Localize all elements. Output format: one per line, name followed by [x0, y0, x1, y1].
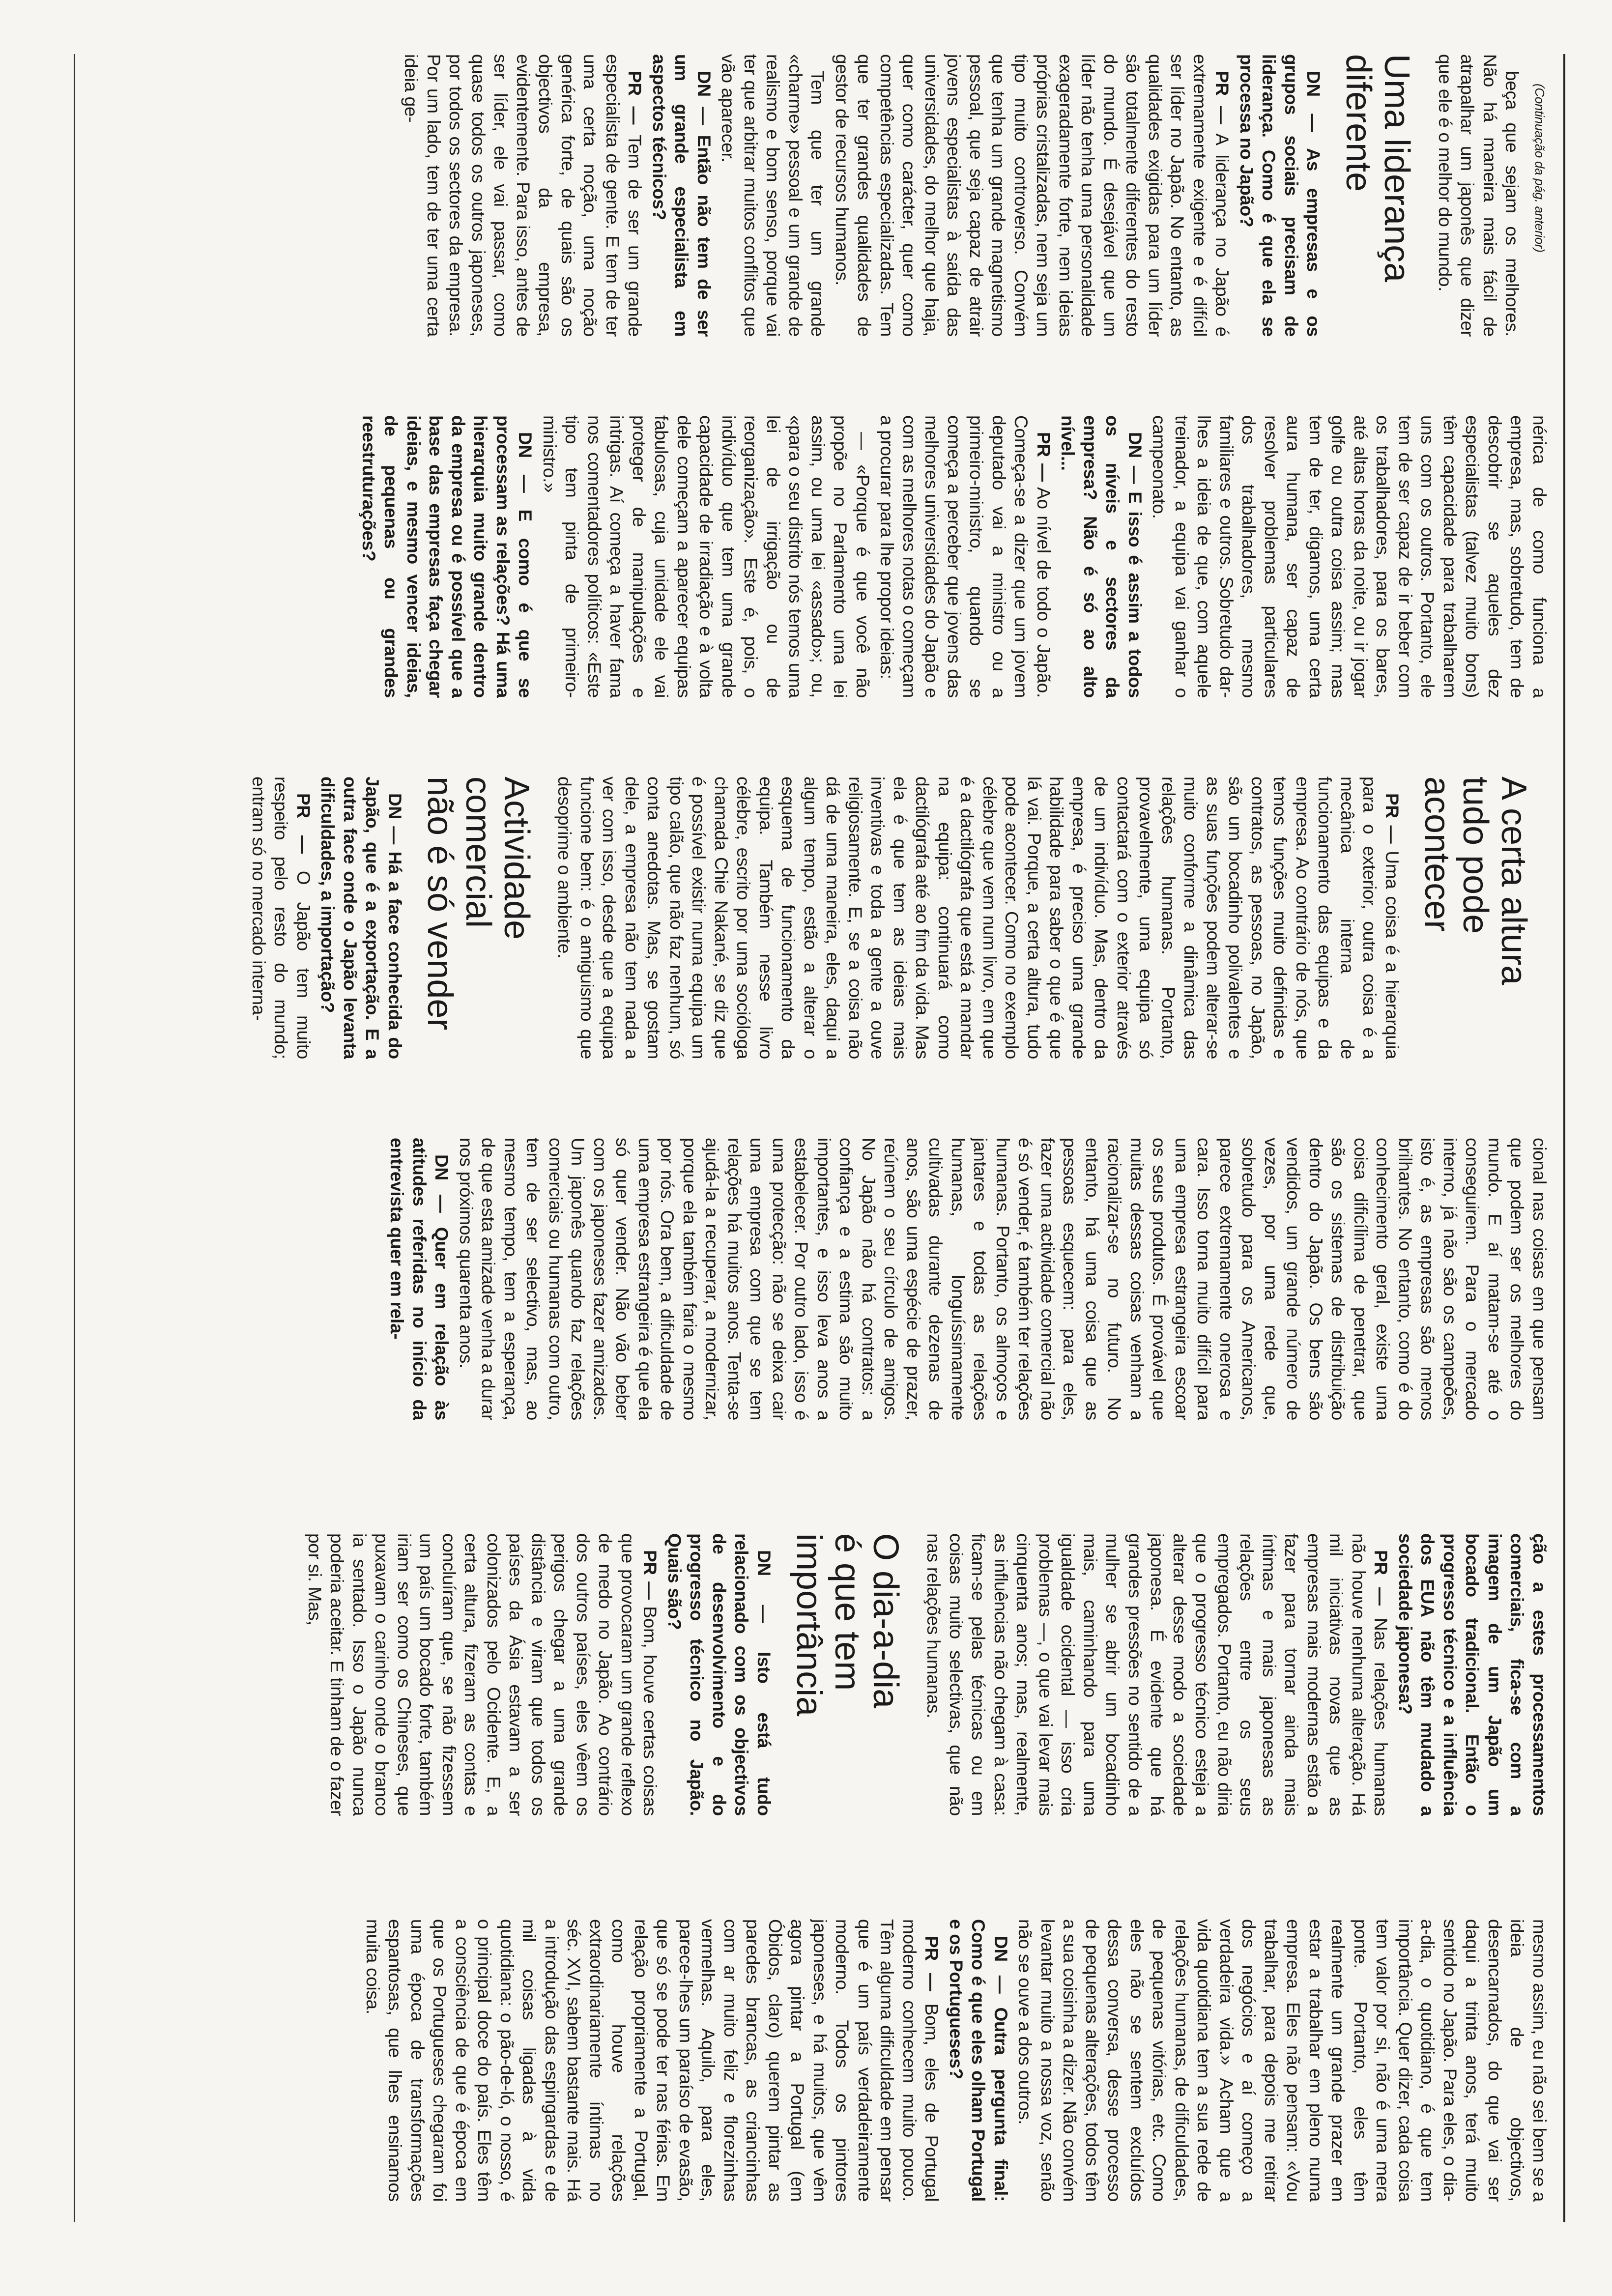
- paragraph-text: Ao nível de todo o Japão. Começa-se a dizer que um jovem deputado vai a ministro ou a primeiro-ministro, quando se começa a perceber que jovens das melhores universidades do Japão e com as melhores notas o começam a procurar para lhe propor ideias:: [877, 415, 1054, 698]
- section-heading-line: Uma liderança: [1377, 54, 1417, 283]
- body-paragraph: beça que sejam os melhores. Não há maneira mais fácil de atrapalhar um japonês que dizer que ele é o melhor do mundo.: [1435, 54, 1523, 337]
- section-heading: [421, 776, 536, 1059]
- body-paragraph: Tem que ter um grande «charme» pessoal e um grande de realismo e bom senso, porque vai ter que arbitrar muitos conflitos que vão aparecer.: [718, 54, 828, 337]
- speaker-label: DN —: [1125, 432, 1145, 484]
- paragraph-text: O Japão tem muito respeito pelo resto do mundo; entram só no mercado interna-: [249, 776, 314, 1059]
- paragraph-text: A liderança no Japão é extremamente exigente e é difícil ser líder no Japão. No entanto, as qualidades exigidas para um líder são totalmente diferentes do resto do mundo. É desejável que um líder não tenha uma personalidade exageradamente forte, nem ideias próprias cristalizadas, nem seja um tipo muito controverso. Convém que tenha um grande magnetismo pessoal, que seja capaz de atrair jovens especialistas à saída das universidades, do melhor que haja, quer como carácter, quer como competências especializadas. Tem que ter grandes qualidades de gestor de recursos humanos.: [832, 54, 1233, 337]
- column-6: [86, 1919, 1551, 2202]
- interview-question: [663, 1533, 776, 1816]
- speaker-label: DN —: [515, 432, 536, 493]
- continuation-note: (Continuação da pág. anterior): [1532, 84, 1547, 253]
- speaker-label: PR —: [640, 1550, 661, 1600]
- speaker-label: DN —: [385, 793, 405, 844]
- paragraph-text: Há a face conhecida do Japão, que é a exportação. E a outra face onde o Japão levanta dificuldades, a importação?: [317, 776, 405, 1059]
- interview-question: [945, 1919, 1012, 2202]
- interview-answer: [248, 776, 315, 1059]
- body-paragraph: cional nas coisas em que pensam que podem ser os melhores do mundo. E aí matam-se até o conseguirem. Para o mercado interno, já não são os campeões, isto é, as empresas são menos brilhantes. No entanto, como é do conhecimento geral, existe uma coisa dificílima de penetrar, que são os sistemas de distribuição dentro do Japão. Os bens são vendidos, um grande número de vezes, por uma rede que, sobretudo para os Americanos, parece extremamente onerosa e cara. Isso torna muito difícil para uma empresa estrangeira escoar os seus produtos. É provável que muitas dessas coisas venham a racionalizar-se no futuro. No entanto, há uma coisa que as pessoas esquecem: para eles, fazer uma actividade comercial não é só vender, é também ter relações humanas. Portanto, os almoços e jantares e todas as relações humanas, longuíssimamente cultivadas durante dezenas de anos, são uma espécie de prazer, reúnem o seu círculo de amigos. No Japão não há contratos: a confiança e a estima são muito importantes, e isso leva anos a estabelecer. Por outro lado, isso é uma protecção: não se deixa cair uma empresa com que se tem relações há muitos anos. Tenta-se ajudá-la a recuperar, a modernizar, porque ela também faria o mesmo por nós. Ora bem, a dificuldade de uma empresa estrangeira é que ela só quer vender. Não vão beber com os japoneses fazer amizades. Um japonês quando faz relações comerciais ou humanas com outro, tem de ser selectivo, mas, ao mesmo tempo, tem a esperança, de que esta amizade venha a durar nos próximos quarenta anos.: [456, 1138, 1550, 1420]
- speaker-label: DN —: [754, 1550, 774, 1623]
- column-2: [86, 415, 1551, 698]
- speaker-label: PR —: [1382, 793, 1402, 844]
- speaker-label: DN —: [1303, 71, 1324, 132]
- interview-answer: [876, 415, 1055, 698]
- body-paragraph: — «Porque é que você não propõe no Parlamento uma lei assim, ou uma lei «assado»; ou, «para o seu distrito nós temos uma lei de irrigação ou de reorganização». Este é, pois, o indivíduo que tem uma grande capacidade de irradiação e à volta dele começam a aparecer equipas fabulosas, cuja unidade ele vai proteger de manipulações e intrigas. Aí começa a haver fama nos comentadores políticos: «Este tipo tem pinta de primeiro-ministro.»: [540, 415, 873, 698]
- section-heading-line: O dia-a-dia: [866, 1533, 905, 1709]
- interview-question: [386, 1138, 453, 1420]
- section-heading-line: Actividade comercial: [459, 776, 536, 940]
- paragraph-text: Então não tem de ser um grande especialista em aspectos técnicos?: [649, 54, 714, 337]
- interview-answer: [304, 1533, 662, 1816]
- speaker-label: DN —: [694, 71, 714, 125]
- paragraph-text: Tem de ser um grande especialista de gente. E tem de ter uma certa noção, uma noção genérica forte, de quais são os objectivos da empresa, evidentemente. Para isso, antes de ser líder, ele vai passar, como quase todos os outros japoneses, por todos os sectores da empresa. Por um lado, tem de ter uma certa ideia ge-: [401, 54, 645, 337]
- section-heading-line: é que tem importância: [789, 1533, 867, 1717]
- interview-question: [1394, 1533, 1551, 1816]
- speaker-label: DN —: [432, 1154, 452, 1213]
- paragraph-text: As empresas e os grupos sociais precisam de liderança. Como é que ela se processa no Japão?: [1237, 54, 1324, 337]
- section-heading-line: A certa altura: [1494, 776, 1533, 985]
- speaker-label: PR —: [921, 1936, 942, 1991]
- interview-question: [1236, 54, 1325, 337]
- column-1: [86, 54, 1551, 337]
- interview-question: [317, 776, 406, 1059]
- paragraph-text: Outra pergunta final: Como é que eles olham Portugal e os Portugueses?: [946, 1919, 1011, 2202]
- section-heading: [1418, 776, 1533, 1059]
- paragraph-text: Quer em relação às atitudes referidas no início da entrevista quer em rela-: [387, 1138, 452, 1420]
- paragraph-text: Nas relações humanas não houve nenhuma alteração. Há mil iniciativas novas que as empresas mais modernas estão a fazer para tornar ainda mais íntimas e mais japonesas as relações entre os seus empregados. Portanto, eu não diria que o progresso técnico esteja a alterar desse modo a sociedade japonesa. É evidente que há grandes pressões no sentido de a mulher se abrir um bocadinho mais, caminhando para uma igualdade ocidental — isso cria problemas —, o que vai levar mais cinquenta anos; mas, realmente, as influências não chegam à casa: ficam-se pelas técnicas ou em coisas muito selectivas, que não nas relações humanas.: [923, 1533, 1391, 1816]
- section-heading-line: diferente: [1339, 54, 1379, 192]
- paragraph-text: E isso é assim a todos os níveis e sectores da empresa? Não é só ao alto nível...: [1058, 415, 1145, 698]
- column-4: [86, 1138, 1551, 1420]
- interview-answer: [922, 1533, 1392, 1816]
- column-5: [86, 1533, 1551, 1816]
- interview-answer: [362, 1919, 943, 2202]
- paragraph-text: Uma coisa é a hierarquia para o exterior, outra coisa é a mecânica interna de funcionamento das equipas e da empresa. Ao contrário de nós, que temos funções muito definidas e contratos, as pessoas, no Japão, são um bocadinho polivalentes e as suas funções podem alterar-se muito conforme a dinâmica das relações humanas. Portanto, provavelmente, uma equipa só contactará com o exterior através de um indivíduo. Mas, dentro da empresa, é preciso uma grande habilidade para saber o que é que lá vai. Porque, a certa altura, tudo pode acontecer. Como no exemplo célebre que vem num livro, em que é a dactilógrafa que está a mandar na equipa: continuará como dactilógrafa até ao fim da vida. Mas ela é que tem as ideias mais inventivas e toda a gente a ouve religiosamente. E, se a coisa não dá de uma maneira, eles, daqui a algum tempo, estão a alterar o esquema de funcionamento da equipa. Também nesse livro célebre, escrito por uma socióloga chamada Chie Nakané, se diz que é possível existir numa equipa um tipo calão, que não faz nenhum, só conta anedotas. Mas, se gostam dele, a empresa não tem nada a ver com isso, desde que a equipa funcione bem: é o amiguismo que desoprime o ambiente.: [554, 776, 1402, 1059]
- interview-answer: [831, 54, 1234, 337]
- interview-answer: [400, 54, 646, 337]
- interview-question: [648, 54, 716, 337]
- paragraph-text: ção a estes processamentos comerciais, fica-se com a imagem de um Japão um bocado tradicional. Então o progresso técnico e a influência dos EUA não têm mudado a sociedade japonesa?: [1395, 1533, 1550, 1816]
- bottom-rule: [74, 54, 75, 2222]
- speaker-label: PR —: [1212, 71, 1233, 124]
- interview-answer: [553, 776, 1403, 1059]
- speaker-label: PR —: [293, 793, 314, 854]
- speaker-label: PR —: [625, 71, 645, 125]
- section-heading-line: tudo pode acontecer: [1417, 776, 1495, 934]
- speaker-label: DN —: [991, 1936, 1011, 1994]
- paragraph-text: E como é que se processam as relações? Há uma hierarquia muito grande dentro da empresa ou é possível que a base das empresas faça chegar ideias, e mesmo vencer ideias, de pequenas ou grandes reestruturações?: [359, 415, 536, 698]
- body-paragraph: mesmo assim, eu não sei bem se a ideia de objectivos, desencarnados, do que vai ser daqui a trinta anos, terá muito sentido no Japão. Para eles, o dia-a-dia, o quotidiano, é que tem importância. Quer dizer, cada coisa tem valor por si, não é uma mera ponte. Portanto, eles têm realmente um grande prazer em estar a trabalhar em pleno numa empresa. Eles não pensam: «Vou trabalhar, para depois me retirar dos negócios e aí começo a verdadeira vida.» Acham que a vida quotidiana tem a sua rede de relações humanas, de dificuldades, de pequenas vitórias, etc. Como eles não se sentem excluídos dessa conversa, desse processo de pequenas alterações, todos têm a sua coisinha a dizer. Não convém levantar muito a nossa voz, senão não se ouve a dos outros.: [1015, 1919, 1550, 2202]
- section-heading-line: não é só vender: [420, 776, 460, 1031]
- top-rule: [1563, 54, 1565, 2222]
- paragraph-text: Bom, houve certas coisas que provocaram um grande reflexo de medo no Japão. Ao contrário dos outros países, eles vêem os perigos chegar a uma grande distância e viram que todos os países da Ásia estavam a ser colonizados pelo Ocidente. E, a certa altura, fizeram as contas e concluíram que, se não fizessem um país um bocado forte, também iriam ser como os Chineses, que puxavam o carinho onde o branco ia sentado. Isso o Japão nunca poderia aceitar. E tinham de o fazer por si. Mas,: [305, 1533, 661, 1816]
- body-paragraph: nérica de como funciona a empresa, mas, sobretudo, tem de descobrir se aqueles dez especialistas (talvez muito bons) têm capacidade para trabalharem uns com os outros. Portanto, ele tem de ser capaz de ir beber com os trabalhadores, para os bares, até altas horas da noite, ou ir jogar golfe ou outra coisa assim; mas tem de ter, digamos, uma certa aura humana, ser capaz de resolver problemas particulares dos trabalhadores, mesmo familiares e outros. Sobretudo dar-lhes a ideia de que, com aquele treinador, a equipa vai ganhar o campeonato.: [1149, 415, 1550, 698]
- interview-question: [358, 415, 537, 698]
- speaker-label: PR —: [1034, 432, 1054, 482]
- interview-question: [1057, 415, 1146, 698]
- paragraph-text: Bom, eles de Portugal moderno conhecem muito pouco. Têm alguma dificuldade em pensar que é um país verdadeiramente moderno. Todos os pintores japoneses, e há muitos, que vêm agora pintar a Portugal (em Óbidos, claro) querem pintar as paredes brancas, as criancinhas com ar muito feliz e florezinhas vermelhas. Aquilo, para eles, parece-lhes um paraíso de evasão, que só se pode ter nas férias. Em relação propriamente a Portugal, como houve relações extraordinariamente íntimas no séc. XVI, sabem bastante mais. Há a introdução das espingardas e de mil coisas ligadas à vida quotidiana: o pão-de-ló, o nosso, é o principal doce do país. Eles têm a consciência de que é época em que os Portugueses chegaram foi uma época de transformações espantosas, que lhes ensinamos muita coisa.: [363, 1919, 942, 2202]
- paragraph-text: Isto está tudo relacionado com os objectivos de desenvolvimento e do progresso técnico no Japão. Quais são?: [664, 1533, 774, 1816]
- column-3: [86, 776, 1551, 1059]
- section-heading: [1340, 54, 1416, 337]
- section-heading: [790, 1533, 905, 1816]
- speaker-label: PR —: [1371, 1550, 1391, 1606]
